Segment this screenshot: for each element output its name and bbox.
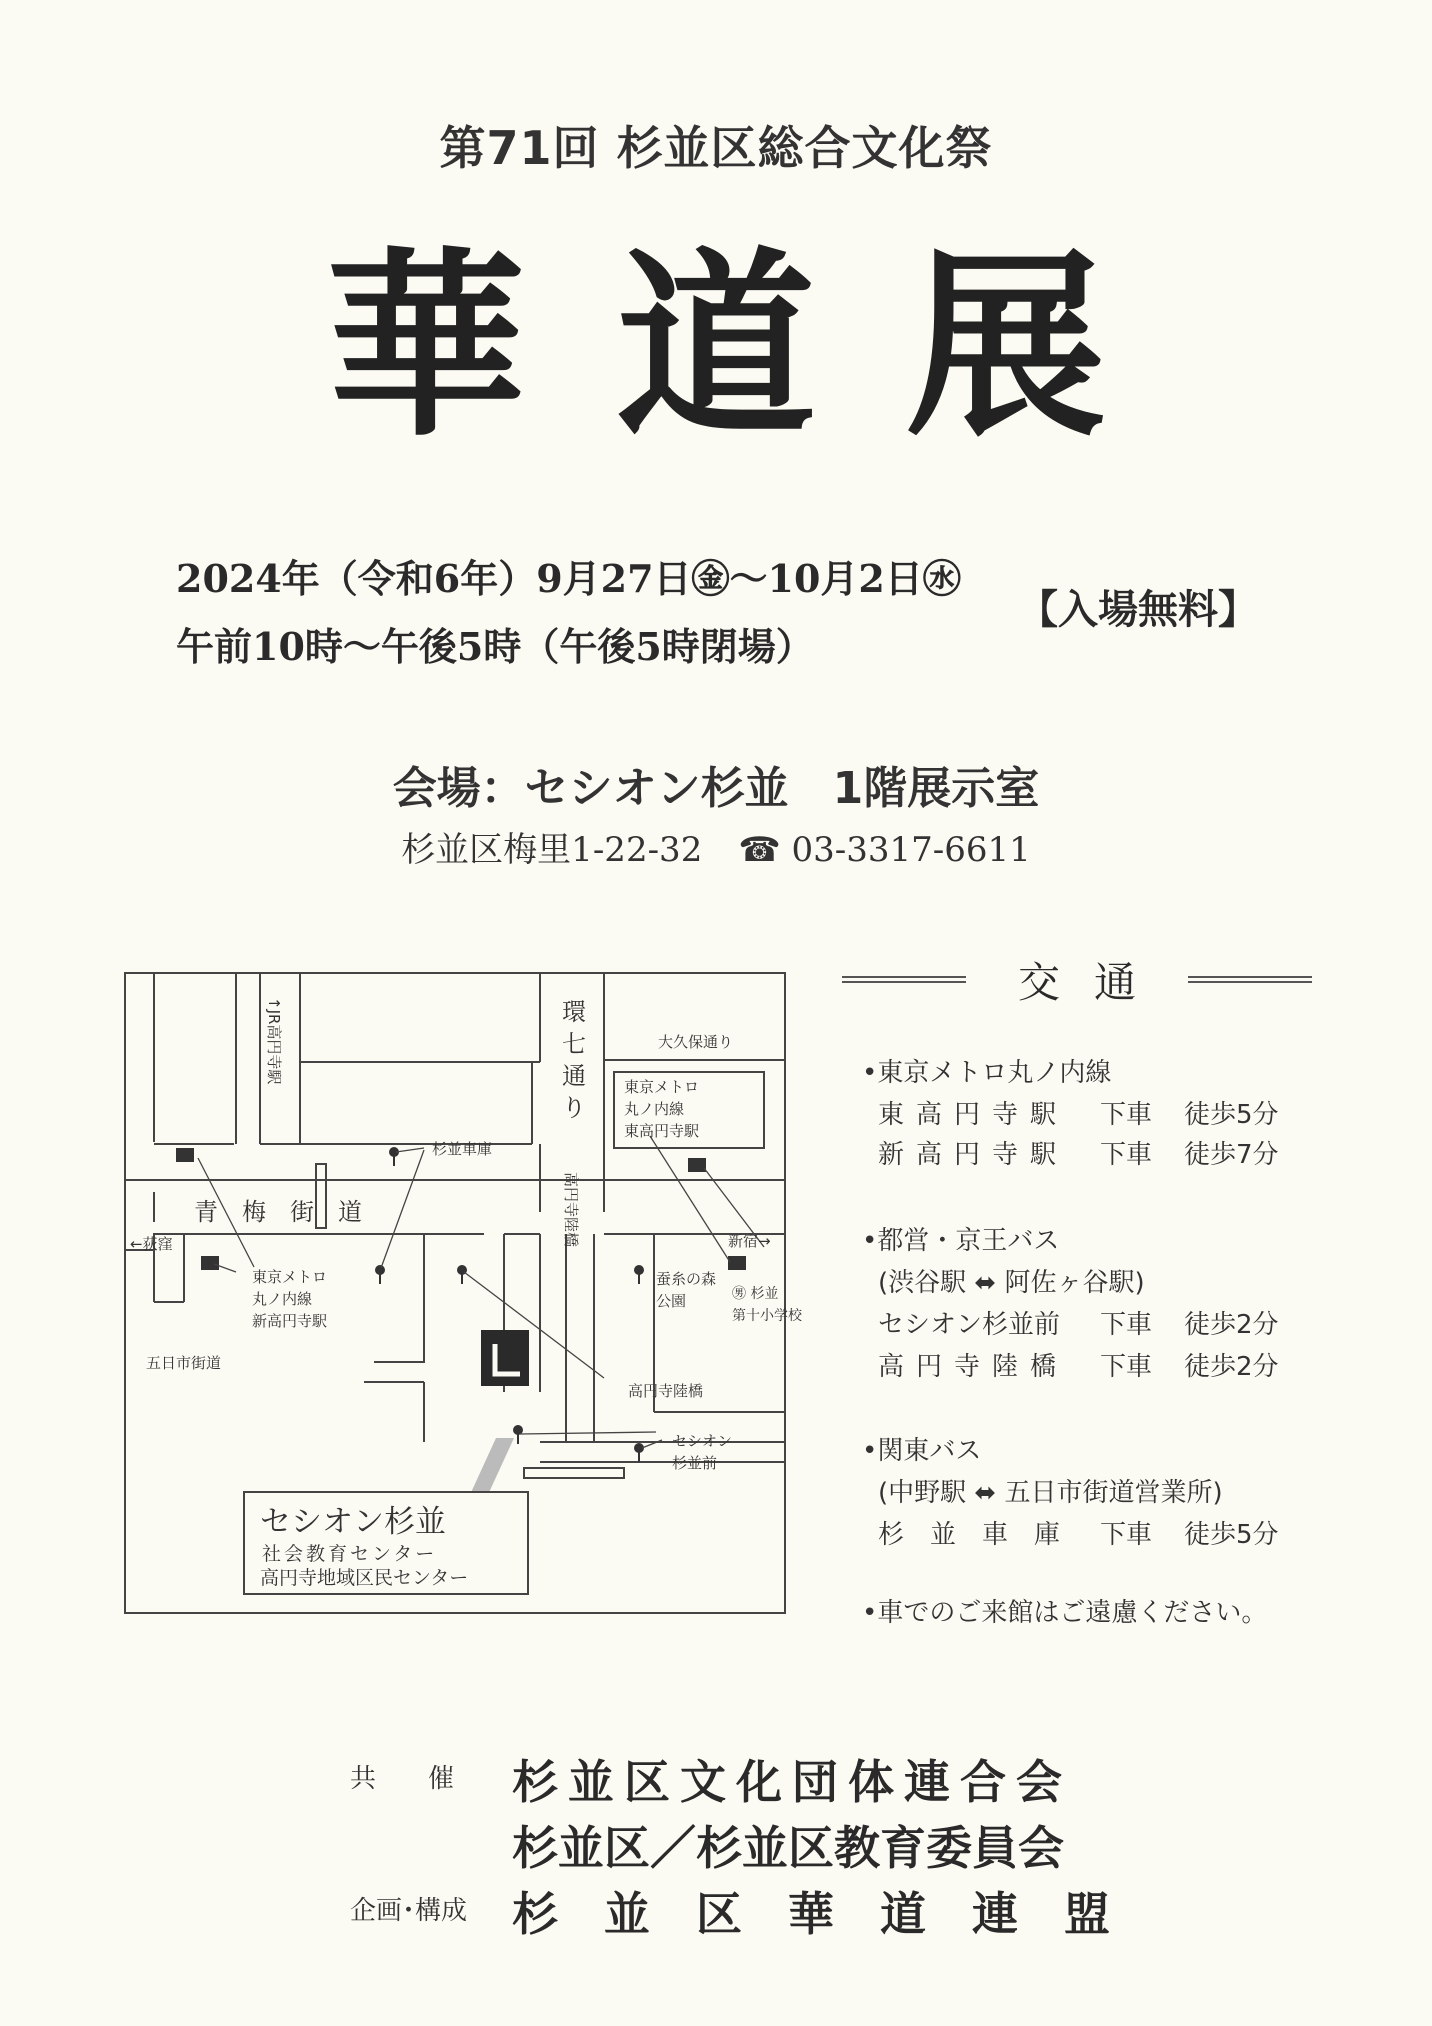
event-date: 2024年（令和6年）9月27日㊎～10月2日㊌ (176, 556, 961, 601)
map-road-itsukaichi: 五日市街道 (146, 1354, 222, 1372)
event-title: 華道展 (325, 229, 1196, 464)
map-venue-name: セシオン杉並 (260, 1504, 446, 1540)
admission-free: 【入場無料】 (1018, 587, 1258, 633)
subway-marker-higashi (688, 1158, 706, 1172)
access-toei-name: •都営・京王バス (862, 1226, 1060, 1256)
map-road-oume: 青 梅 街 道 (194, 1198, 362, 1226)
svg-text:七: 七 (562, 1030, 586, 1058)
access-kanto-route: (中野駅 ⬌ 五日市街道営業所) (878, 1478, 1223, 1508)
access-map (124, 972, 802, 1614)
access-title: 交通 (1017, 958, 1170, 1007)
access-toei-row-1: セシオン杉並前 下車 徒歩2分 (878, 1310, 1279, 1340)
access-metro-name: •東京メトロ丸ノ内線 (862, 1058, 1112, 1088)
svg-text:通: 通 (562, 1062, 586, 1090)
planning-label: 企画･構成 (350, 1896, 468, 1926)
access-car-note: •車でのご来館はご遠慮ください。 (862, 1598, 1268, 1628)
double-arrow-icon: ⬌ (974, 1478, 997, 1508)
map-to-ogikubo: ←荻窪 (130, 1235, 173, 1253)
venue-line: 会場：セシオン杉並 1階展示室 (392, 763, 1040, 814)
access-metro-row-2: 新高円寺駅 下車 徒歩7分 (878, 1140, 1279, 1170)
access-kanto-row-1: 杉並車庫 下車 徒歩5分 (878, 1520, 1279, 1550)
event-hours: 午前10時～午後5時（午後5時閉場） (176, 624, 814, 669)
map-to-jr: ↑JR高円寺駅 (265, 997, 283, 1085)
map-label-bus-rikkyo: 高円寺陸橋 (628, 1382, 704, 1400)
event-subtitle: 第71回 杉並区総合文化祭 (439, 121, 993, 175)
subway-marker-left (176, 1148, 194, 1162)
map-label-park-1: 蚕糸の森 (656, 1270, 717, 1288)
map-label-shin-2: 丸ノ内線 (252, 1290, 313, 1308)
co-host-2: 杉並区／杉並区教育委員会 (512, 1821, 1064, 1875)
double-arrow-icon: ⬌ (974, 1268, 997, 1298)
venue-address-line (0, 822, 1432, 871)
access-toei-route: (渋谷駅 ⬌ 阿佐ヶ谷駅) (878, 1268, 1145, 1298)
access-metro-row-1: 東高円寺駅 下車 徒歩5分 (878, 1100, 1279, 1130)
map-road-kannana-1: 環 (562, 998, 586, 1026)
venue-phone: 03-3317-6611 (791, 830, 1031, 870)
map-label-park-2: 公園 (656, 1292, 687, 1310)
map-label-bus-sesion-1: セシオン (672, 1432, 733, 1450)
map-label-higashi-3: 東高円寺駅 (624, 1122, 700, 1140)
map-road-rikkyo: 高円寺陸橋 (562, 1172, 580, 1248)
map-to-shinjuku: 新宿→ (728, 1232, 771, 1250)
co-host-label: 共 催 (350, 1764, 455, 1794)
map-road-okubo: 大久保通り (658, 1033, 734, 1051)
map-label-school-1: ㊚ 杉並 (732, 1286, 779, 1302)
access-toei-row-2: 高円寺陸橋 下車 徒歩2分 (878, 1352, 1279, 1382)
svg-text:り: り (562, 1094, 586, 1122)
co-host-1: 杉並区文化団体連合会 (512, 1755, 1072, 1809)
venue-address: 杉並区梅里1-22-32 (401, 830, 703, 870)
map-venue-sub2: 高円寺地域区民センター (260, 1567, 469, 1589)
map-label-school-2: 第十小学校 (732, 1308, 802, 1324)
map-label-bus-sesion-2: 杉並前 (672, 1454, 718, 1472)
access-heading (842, 950, 1312, 1010)
map-label-shin-1: 東京メトロ (252, 1268, 328, 1286)
access-kanto-name: •関東バス (862, 1436, 982, 1466)
subway-marker-right (728, 1256, 746, 1270)
planning-organizer: 杉 並 区 華 道 連 盟 (512, 1887, 1110, 1941)
map-label-shin-3: 新高円寺駅 (252, 1312, 328, 1330)
phone-icon: ☎ (738, 830, 781, 870)
map-venue-box (244, 1492, 528, 1594)
map-label-higashi-2: 丸ノ内線 (624, 1100, 685, 1118)
subway-marker-shinkoenji (201, 1256, 219, 1270)
map-label-higashi-1: 東京メトロ (624, 1078, 700, 1096)
map-label-garage: 杉並車庫 (432, 1140, 493, 1158)
map-venue-sub1: 社会教育センター (262, 1543, 438, 1565)
